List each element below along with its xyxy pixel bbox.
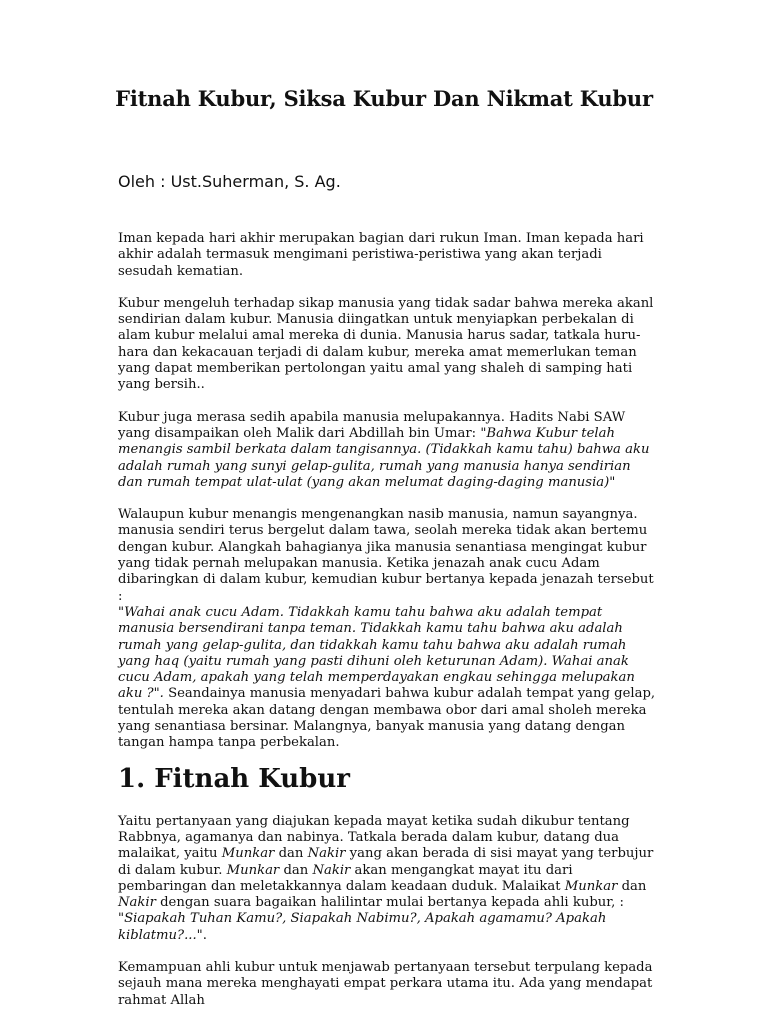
paragraph-intro: Iman kepada hari akhir merupakan bagian dari rukun Iman. Iman kepada hari akhir adalah termasuk mengimani peristiwa-peristiwa yang akan terjadi sesudah kematian. — [118, 231, 644, 279]
fitnah-text-a: Yaitu pertanyaan yang diajukan kepada mayat ketika sudah dikubur tentang Rabbnya, agamanya dan nabinya. Tatkala berada dalam kubur, datang dua malaikat, yaitu — [118, 813, 630, 862]
and-word: dan — [279, 862, 313, 878]
munkar-name: Munkar — [221, 846, 275, 862]
paragraph-fitnah-kubur — [118, 814, 658, 944]
nakir-name: Nakir — [118, 895, 156, 911]
hadits-intro-text: Kubur juga merasa sedih apabila manusia melupakannya. Hadits Nabi SAW yang disampaikan oleh Malik dari Abdillah bin Umar: — [118, 409, 626, 441]
paragraph-kubur-mengeluh: Kubur mengeluh terhadap sikap manusia yang tidak sadar bahwa mereka akanl sendirian dalam kubur. Manusia diingatkan untuk menyiapkan perbekalan di alam kubur melalui amal mereka di dunia. Manusia harus sadar, tatkala huru-hara dan kekacauan terjadi di dalam kubur, mereka amat memerlukan teman yang dapat memberikan pertolongan yaitu amal yang shaleh di samping hati yang bersih.. — [118, 295, 654, 393]
hadits-quote: "Bahwa Kubur telah menangis sambil berkata dalam tangisannya. (Tidakkah kamu tahu) bahwa aku adalah rumah yang sunyi gelap-gulita, rumah yang manusia hanya sendirian dan rumah tempat ulat-ulat (yang akan melumat daging-daging manusia)" — [118, 425, 650, 490]
paragraph-kemampuan: Kemampuan ahli kubur untuk menjawab pertanyaan tersebut terpulang kepada sejauh mana mereka menghayati empat perkara utama itu. Ada yang mendapat rahmat Allah — [118, 959, 653, 1008]
fitnah-text-b: yang akan berada di sisi mayat yang terbujur di dalam kubur. — [118, 846, 654, 878]
section-heading-fitnah-kubur: 1. Fitnah Kubur — [118, 763, 350, 794]
author-line: Oleh : Ust.Suherman, S. Ag. — [118, 172, 341, 191]
paragraph-hadits — [118, 410, 658, 491]
document-body — [118, 231, 658, 1009]
and-word: dan — [617, 878, 647, 894]
seandainya-text: Seandainya manusia menyadari bahwa kubur adalah tempat yang gelap, tentulah mereka akan datang dengan membawa obor dari amal sholeh mereka yang senantiasa bersinar. Malangnya, banyak manusia yang datang dengan tangan hampa tanpa perbekalan. — [118, 686, 656, 751]
munkar-name: Munkar — [564, 878, 618, 894]
nakir-name: Nakir — [307, 846, 346, 862]
questions-quote: "Siapakah Tuhan Kamu?, Siapakah Nabimu?, Apakah agamamu? Apakah kiblatmu?..." — [118, 911, 607, 943]
and-word: dan — [274, 846, 308, 862]
nakir-name: Nakir — [312, 862, 351, 878]
kubur-quote: "Wahai anak cucu Adam. Tidakkah kamu tahu bahwa aku adalah tempat manusia bersendirani tanpa teman. Tidakkah kamu tahu bahwa aku adalah rumah yang gelap-gulita, dan tidakkah kamu tahu bahwa aku adalah rumah yang haq (yaitu rumah yang pasti dihuni oleh keturunan Adam). Wahai anak cucu Adam, apakah yang telah memperdayakan engkau sehingga melupakan aku ?". — [118, 604, 635, 702]
document-title: Fitnah Kubur, Siksa Kubur Dan Nikmat Kubur — [115, 86, 653, 111]
munkar-name: Munkar — [226, 862, 280, 878]
fitnah-text-c: akan mengangkat mayat itu dari pembaringan dan meletakkannya dalam keadaan duduk. Malaikat — [118, 862, 573, 894]
fitnah-text-e: . — [202, 927, 207, 943]
paragraph-walaupun — [118, 507, 658, 751]
fitnah-text-d: dengan suara bagaikan halilintar mulai bertanya kepada ahli kubur, : — [155, 895, 624, 911]
walaupun-text: Walaupun kubur menangis mengenangkan nasib manusia, namun sayangnya. manusia sendiri terus bergelut dalam tawa, seolah mereka tidak akan bertemu dengan kubur. Alangkah bahagianya jika manusia senantiasa mengingat kubur yang tidak pernah melupakan manusia. Ketika jenazah anak cucu Adam dibaringkan di dalam kubur, kemudian kubur bertanya kepada jenazah tersebut : — [118, 507, 654, 604]
